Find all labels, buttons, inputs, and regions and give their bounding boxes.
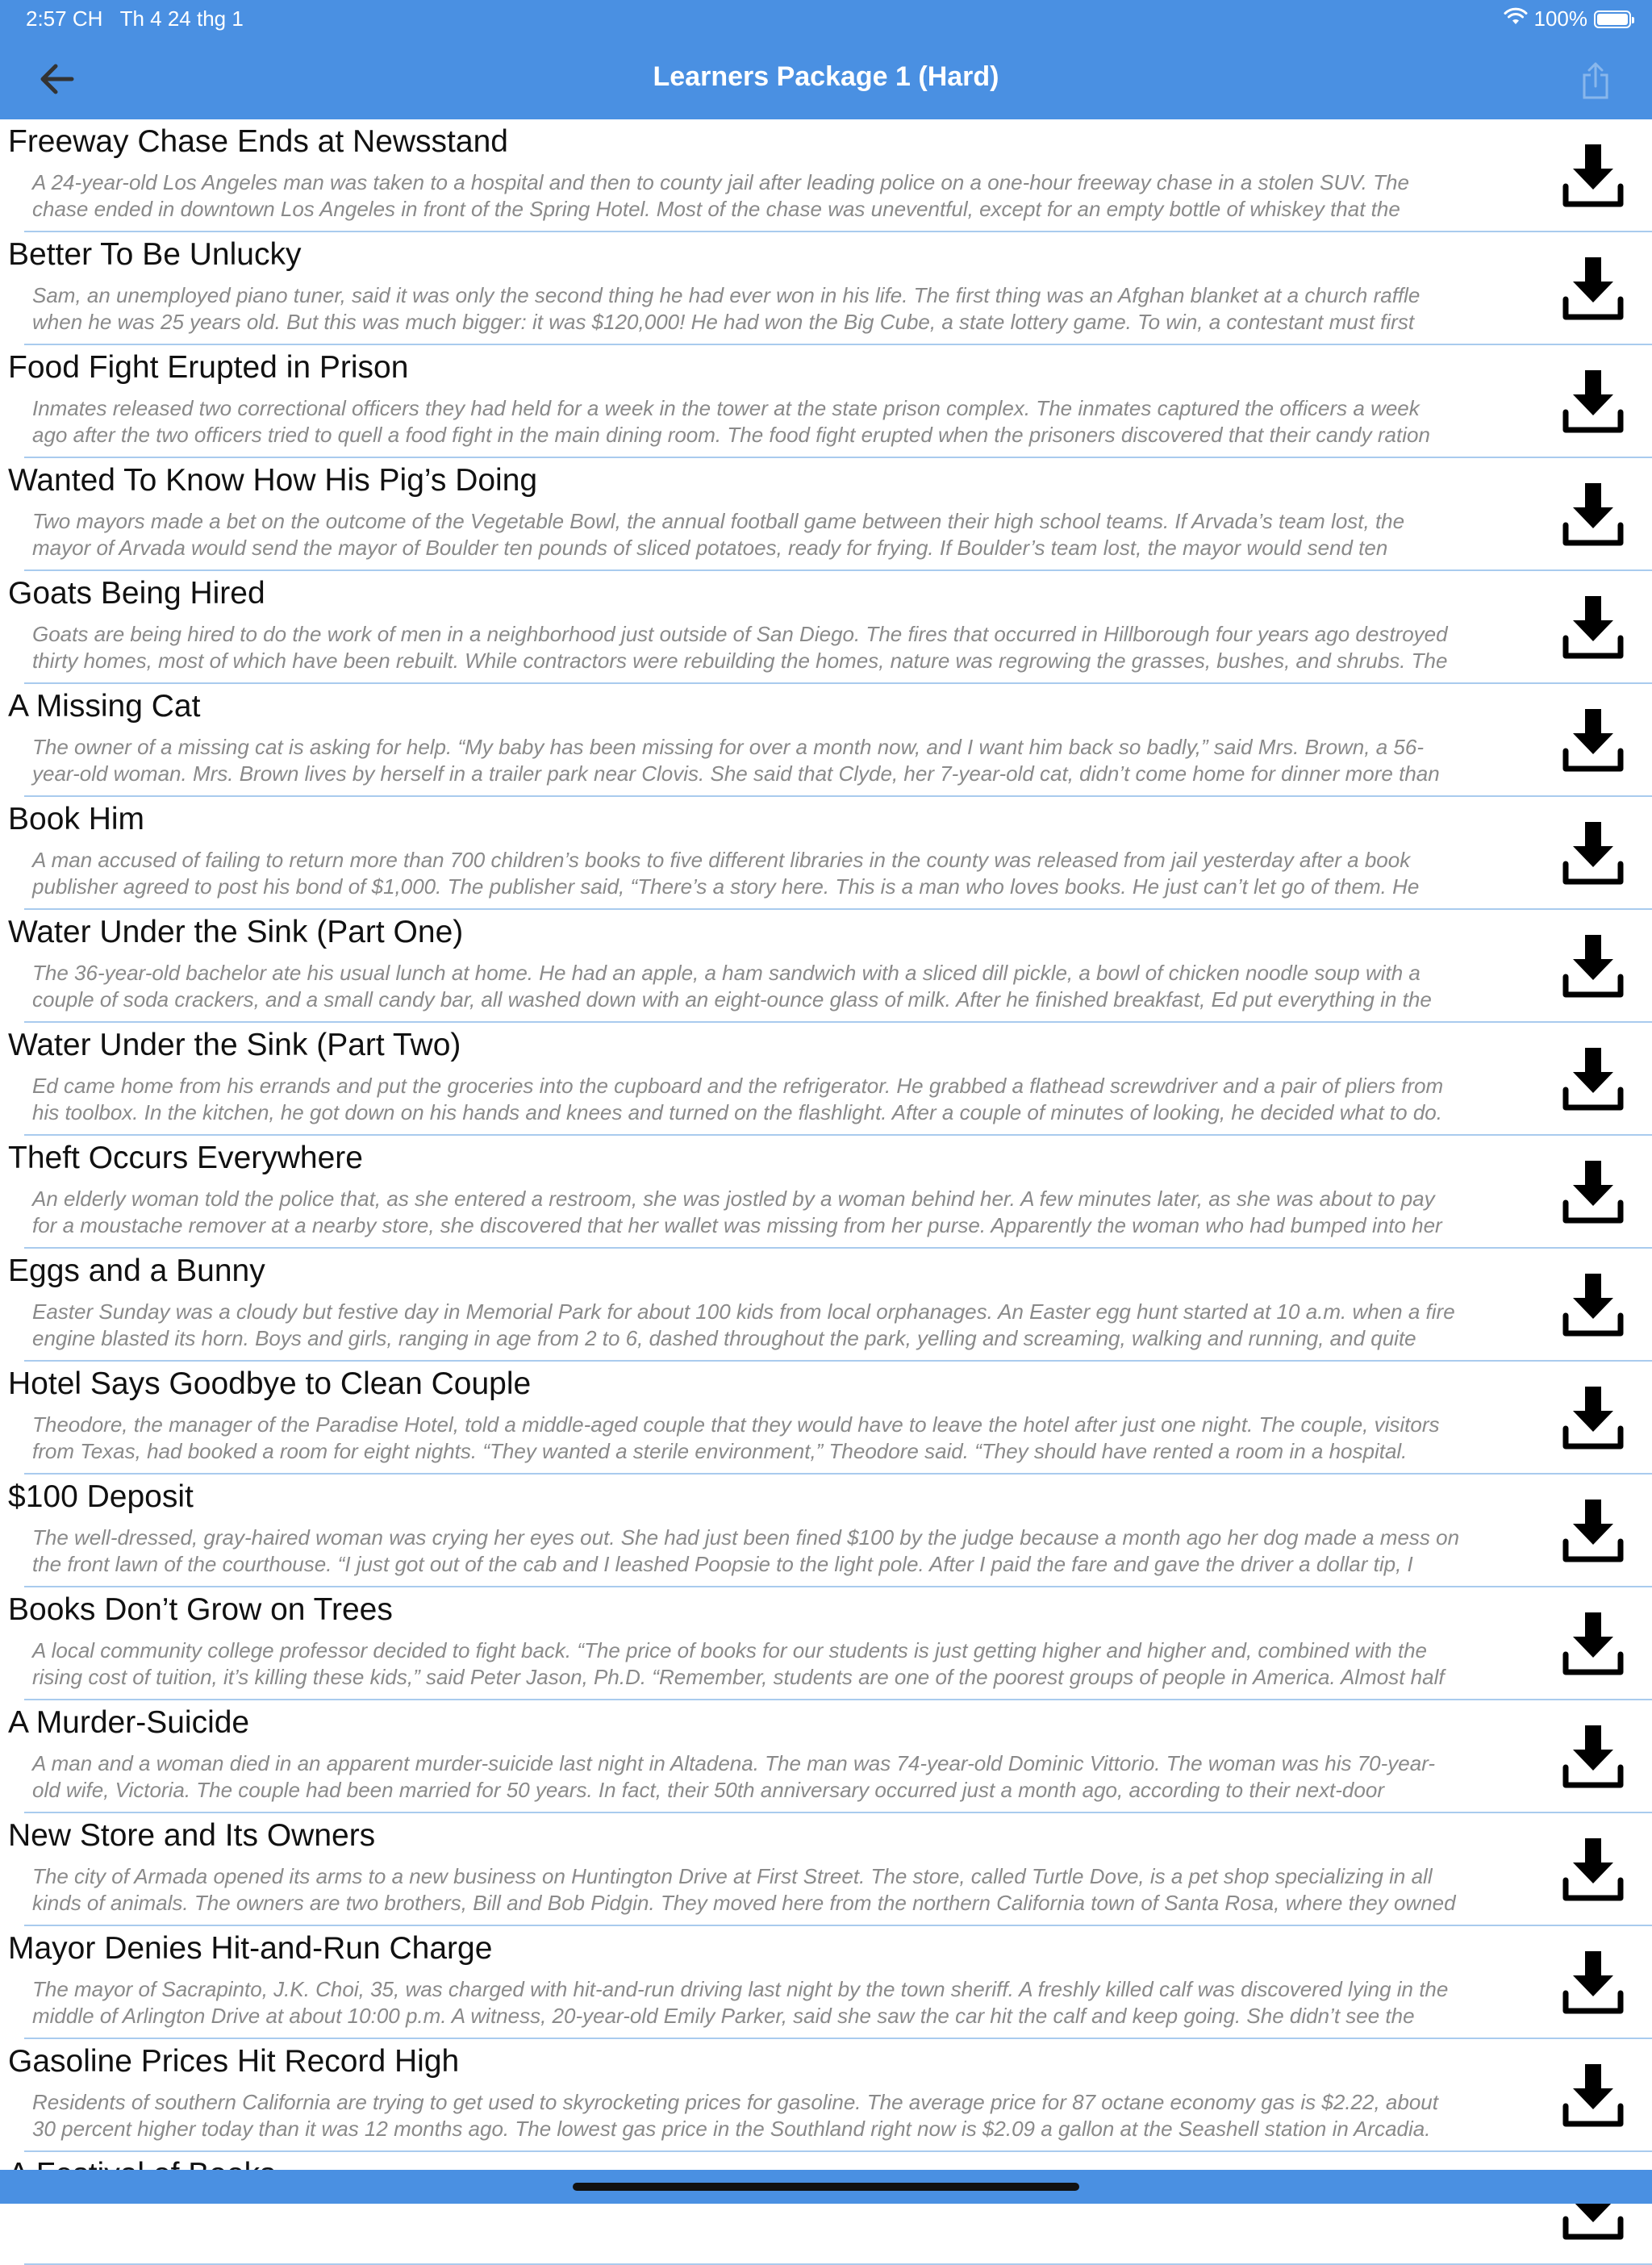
battery-icon: [1594, 10, 1631, 28]
download-icon: [1562, 1835, 1625, 1904]
battery-fill: [1597, 14, 1628, 25]
story-title: Hotel Says Goodbye to Clean Couple: [8, 1366, 532, 1401]
story-row[interactable]: [0, 1023, 1652, 1136]
story-excerpt: [32, 2089, 1621, 2146]
story-row[interactable]: [0, 1249, 1652, 1362]
story-excerpt: [32, 621, 1621, 678]
download-button[interactable]: [1557, 2055, 1629, 2136]
download-button[interactable]: [1557, 474, 1629, 555]
download-button[interactable]: [1557, 813, 1629, 894]
story-excerpt-line-2: middle of Arlington Drive at about 10:00 p.m. A witness, 20-year-old Emily Parker, said she saw the car hit the calf and keep going. She didn’t see the: [32, 2004, 1415, 2028]
download-button[interactable]: [1557, 1491, 1629, 1571]
story-excerpt-line-1: A 24-year-old Los Angeles man was taken to a hospital and then to county jail after leading police on a one-hour freeway chase in a stolen SUV. The: [32, 170, 1409, 194]
download-icon: [1562, 593, 1625, 662]
story-excerpt-line-2: kinds of animals. The owners are two brothers, Bill and Bob Pidgin. They moved here from the northern California town of Santa Rosa, where they owned: [32, 1891, 1456, 1915]
download-icon: [1562, 1948, 1625, 2017]
download-button[interactable]: [1557, 587, 1629, 668]
story-title: Water Under the Sink (Part One): [8, 915, 464, 949]
story-excerpt-line-2: his toolbox. In the kitchen, he got down on his hands and knees and turned on the flashlight. After a couple of minutes of looking, he decided what to do.: [32, 1100, 1442, 1124]
story-excerpt-line-1: Theodore, the manager of the Paradise Hotel, told a middle-aged couple that they would have to leave the hotel after just one night. The couple, visitors: [32, 1412, 1440, 1437]
story-excerpt-line-1: The owner of a missing cat is asking for help. “My baby has been missing for over a month now, and I want him back so badly,” said Mrs. Brown, a 56-: [32, 735, 1424, 759]
story-excerpt: [32, 1412, 1621, 1468]
story-row[interactable]: [0, 2152, 1652, 2265]
story-excerpt: [32, 169, 1621, 226]
download-icon: [1562, 819, 1625, 888]
download-button[interactable]: [1557, 1716, 1629, 1797]
story-title: Theft Occurs Everywhere: [8, 1141, 363, 1175]
story-excerpt-line-2: ago after the two officers tried to quell a food fight in the main dining room. The food fight erupted when the prisoners discovered that their candy ration: [32, 423, 1430, 447]
story-excerpt: [32, 1637, 1621, 1694]
status-right: [1504, 6, 1632, 31]
story-excerpt: [32, 1073, 1621, 1129]
story-excerpt-line-1: An elderly woman told the police that, as she entered a restroom, she was jostled by a woman behind her. A few minutes later, as she was about to pay: [32, 1187, 1435, 1211]
download-button[interactable]: [1557, 1829, 1629, 1910]
story-row[interactable]: [0, 345, 1652, 458]
story-title: Goats Being Hired: [8, 576, 265, 611]
story-row[interactable]: [0, 684, 1652, 797]
story-excerpt-line-2: year-old woman. Mrs. Brown lives by herself in a trailer park near Clovis. She said that Clyde, her 7-year-old cat, didn’t come home for dinner more than: [32, 761, 1440, 786]
download-button[interactable]: [1557, 1378, 1629, 1458]
download-icon: [1562, 141, 1625, 211]
download-button[interactable]: [1557, 1604, 1629, 1684]
story-title: $100 Deposit: [8, 1479, 194, 1514]
story-title: Book Him: [8, 802, 145, 836]
story-excerpt-line-1: Residents of southern California are trying to get used to skyrocketing prices for gasoline. The average price for 87 octane economy gas is $2.22, about: [32, 2090, 1438, 2114]
download-icon: [1562, 1270, 1625, 1340]
story-title: Books Don’t Grow on Trees: [8, 1592, 393, 1627]
story-row[interactable]: [0, 1475, 1652, 1587]
story-excerpt-line-2: from Texas, had booked a room for eight nights. “They wanted a sterile environment,” Theodore said. “They should have rented a room in a hospital.: [32, 1439, 1408, 1463]
download-button[interactable]: [1557, 248, 1629, 329]
story-title: Wanted To Know How His Pig’s Doing: [8, 463, 538, 498]
story-excerpt-line-2: thirty homes, most of which have been rebuilt. While contractors were rebuilding the homes, nature was regrowing the grasses, bushes, and shrubs. The: [32, 649, 1448, 673]
story-excerpt-line-2: when he was 25 years old. But this was much bigger: it was $120,000! He had won the Big Cube, a state lottery game. To win, a contestant must first: [32, 310, 1415, 334]
story-excerpt-line-2: the front lawn of the courthouse. “I just got out of the cab and I leashed Poopsie to the light pole. After I paid the fare and gave the driver a dollar tip, I: [32, 1552, 1413, 1576]
wifi-icon: [1504, 6, 1528, 31]
download-icon: [1562, 1722, 1625, 1792]
download-button[interactable]: [1557, 136, 1629, 216]
status-time: 2:57 CH: [26, 6, 103, 31]
download-button[interactable]: [1557, 361, 1629, 442]
story-row[interactable]: [0, 1362, 1652, 1475]
story-excerpt-line-2: publisher agreed to post his bond of $1,000. The publisher said, “There’s a story here. This is a man who loves books. He just can’t let go of them. He: [32, 874, 1420, 899]
story-excerpt: [32, 1299, 1621, 1355]
story-excerpt-line-1: A man accused of failing to return more than 700 children’s books to five different libraries in the county was released from jail yesterday after a book: [32, 848, 1411, 872]
story-excerpt: [32, 1976, 1621, 2033]
story-excerpt-line-1: The 36-year-old bachelor ate his usual lunch at home. He had an apple, a ham sandwich with a sliced dill pickle, a bowl of chicken noodle soup with a: [32, 961, 1420, 985]
story-excerpt-line-1: The well-dressed, gray-haired woman was crying her eyes out. She had just been fined $100 by the judge because a month ago her dog made a mess on: [32, 1525, 1460, 1550]
story-excerpt: [32, 508, 1621, 565]
download-icon: [1562, 706, 1625, 775]
arrow-left-icon: [38, 63, 75, 95]
story-row[interactable]: [0, 1700, 1652, 1813]
story-title: Better To Be Unlucky: [8, 237, 302, 272]
story-title: Water Under the Sink (Part Two): [8, 1028, 461, 1062]
story-excerpt: [32, 1525, 1621, 1581]
status-date: Th 4 24 thg 1: [119, 6, 244, 31]
share-button[interactable]: [1571, 55, 1620, 106]
story-row[interactable]: [0, 2039, 1652, 2152]
story-excerpt-line-1: Ed came home from his errands and put the groceries into the cupboard and the refrigerator. He grabbed a flathead screwdriver and a pair of pliers from: [32, 1074, 1444, 1098]
story-excerpt-line-2: couple of soda crackers, and a small candy bar, all washed down with an eight-ounce glass of milk. After he finished breakfast, Ed put everything in the: [32, 987, 1432, 1012]
story-row[interactable]: [0, 1926, 1652, 2039]
story-row[interactable]: [0, 232, 1652, 345]
story-row[interactable]: [0, 458, 1652, 571]
story-excerpt-line-1: Two mayors made a bet on the outcome of the Vegetable Bowl, the annual football game between their high school teams. If Arvada’s team lost, the: [32, 509, 1405, 533]
story-excerpt-line-2: rising cost of tuition, it’s killing these kids,” said Peter Jason, Ph.D. “Remember, students are one of the poorest groups of people in America. Almost half: [32, 1665, 1445, 1689]
story-excerpt-line-1: The city of Armada opened its arms to a new business on Huntington Drive at First Street. The store, called Turtle Dove, is a pet shop specializing in all: [32, 1864, 1433, 1888]
story-excerpt: [32, 1863, 1621, 1920]
story-excerpt-line-2: for a moustache remover at a nearby store, she discovered that her wallet was missing from her purse. Apparently the woman who had bumped into her: [32, 1213, 1442, 1237]
story-excerpt-line-1: A man and a woman died in an apparent murder-suicide last night in Altadena. The man was 74-year-old Dominic Vittorio. The woman was his 70-year-: [32, 1751, 1436, 1775]
story-excerpt: [32, 734, 1621, 790]
download-icon: [1562, 480, 1625, 549]
download-button[interactable]: [1557, 1152, 1629, 1233]
story-row[interactable]: [0, 571, 1652, 684]
story-excerpt: [32, 395, 1621, 452]
story-title: A Missing Cat: [8, 689, 201, 724]
download-button[interactable]: [1557, 1265, 1629, 1345]
download-icon: [1562, 1158, 1625, 1227]
story-excerpt-line-1: The mayor of Sacrapinto, J.K. Choi, 35, was charged with hit-and-run driving last night by the town sheriff. A freshly killed calf was discovered lying in the: [32, 1977, 1449, 2001]
download-icon: [1562, 932, 1625, 1001]
story-excerpt-line-2: chase ended in downtown Los Angeles in front of the Spring Hotel. Most of the chase was uneventful, except for an empty bottle of whiskey that the: [32, 197, 1400, 221]
story-list[interactable]: [0, 119, 1652, 2170]
story-row[interactable]: [0, 119, 1652, 232]
download-icon: [1562, 367, 1625, 436]
status-time-date: [26, 6, 244, 31]
story-excerpt-line-1: Inmates released two correctional officers they had held for a week in the tower at the state prison complex. The inmates captured the officers a week: [32, 396, 1420, 420]
story-excerpt: [32, 282, 1621, 339]
story-excerpt: [32, 1186, 1621, 1242]
download-icon: [1562, 1496, 1625, 1566]
story-title: Freeway Chase Ends at Newsstand: [8, 124, 508, 159]
story-excerpt: [32, 1750, 1621, 1807]
story-title: Food Fight Erupted in Prison: [8, 350, 409, 385]
bottom-bar: [0, 2170, 1652, 2204]
download-icon: [1562, 2061, 1625, 2130]
story-title: A Murder-Suicide: [8, 1705, 250, 1740]
status-bar: [0, 0, 1652, 39]
story-excerpt: [32, 2202, 1621, 2259]
download-icon: [1562, 1383, 1625, 1453]
story-excerpt: [32, 960, 1621, 1016]
story-row[interactable]: [0, 1136, 1652, 1249]
download-icon: [1562, 1045, 1625, 1114]
back-button[interactable]: [29, 55, 84, 103]
story-row[interactable]: [0, 797, 1652, 910]
story-excerpt-line-1: Easter Sunday was a cloudy but festive day in Memorial Park for about 100 kids from local orphanages. An Easter egg hunt started at 10 a.m. when a fire: [32, 1299, 1455, 1324]
story-row[interactable]: [0, 910, 1652, 1023]
battery-percentage: 100%: [1533, 6, 1587, 31]
navigation-bar: [0, 39, 1652, 119]
story-excerpt-line-1: Sam, an unemployed piano tuner, said it was only the second thing he had ever won in his life. The first thing was an Afghan blanket at a church raffle: [32, 283, 1420, 307]
home-indicator[interactable]: [573, 2183, 1079, 2191]
story-row[interactable]: [0, 1587, 1652, 1700]
download-icon: [1562, 254, 1625, 323]
download-button[interactable]: [1557, 926, 1629, 1007]
story-title: New Store and Its Owners: [8, 1818, 376, 1853]
story-title: Mayor Denies Hit-and-Run Charge: [8, 1931, 493, 1966]
download-button[interactable]: [1557, 1942, 1629, 2023]
page-title: Learners Package 1 (Hard): [653, 61, 999, 92]
story-excerpt-line-2: mayor of Arvada would send the mayor of Boulder ten pounds of sliced potatoes, ready for frying. If Boulder’s team lost, the mayor would send ten: [32, 536, 1388, 560]
story-excerpt-line-2: old wife, Victoria. The couple had been married for 50 years. In fact, their 50th anniversary occurred just a month ago, according to their next-door: [32, 1778, 1384, 1802]
download-icon: [1562, 1609, 1625, 1679]
story-excerpt-line-1: Goats are being hired to do the work of men in a neighborhood just outside of San Diego. The fires that occurred in Hillborough four years ago destroyed: [32, 622, 1448, 646]
share-icon: [1579, 60, 1612, 101]
story-excerpt-line-1: A local community college professor decided to fight back. “The price of books for our students is just getting higher and higher and, combined with the: [32, 1638, 1427, 1662]
download-button[interactable]: [1557, 1039, 1629, 1120]
story-excerpt-line-2: 30 percent higher today than it was 12 months ago. The lowest gas price in the Southland right now is $2.09 a gallon at the Seashell station in Arcadia.: [32, 2117, 1431, 2141]
download-button[interactable]: [1557, 700, 1629, 781]
story-excerpt-line-2: engine blasted its horn. Boys and girls, ranging in age from 2 to 6, dashed throughout the park, yelling and screaming, walking and running, and quite: [32, 1326, 1416, 1350]
story-title: Eggs and a Bunny: [8, 1253, 265, 1288]
story-row[interactable]: [0, 1813, 1652, 1926]
battery-cap: [1632, 17, 1634, 23]
story-excerpt: [32, 847, 1621, 903]
story-title: Gasoline Prices Hit Record High: [8, 2044, 460, 2079]
